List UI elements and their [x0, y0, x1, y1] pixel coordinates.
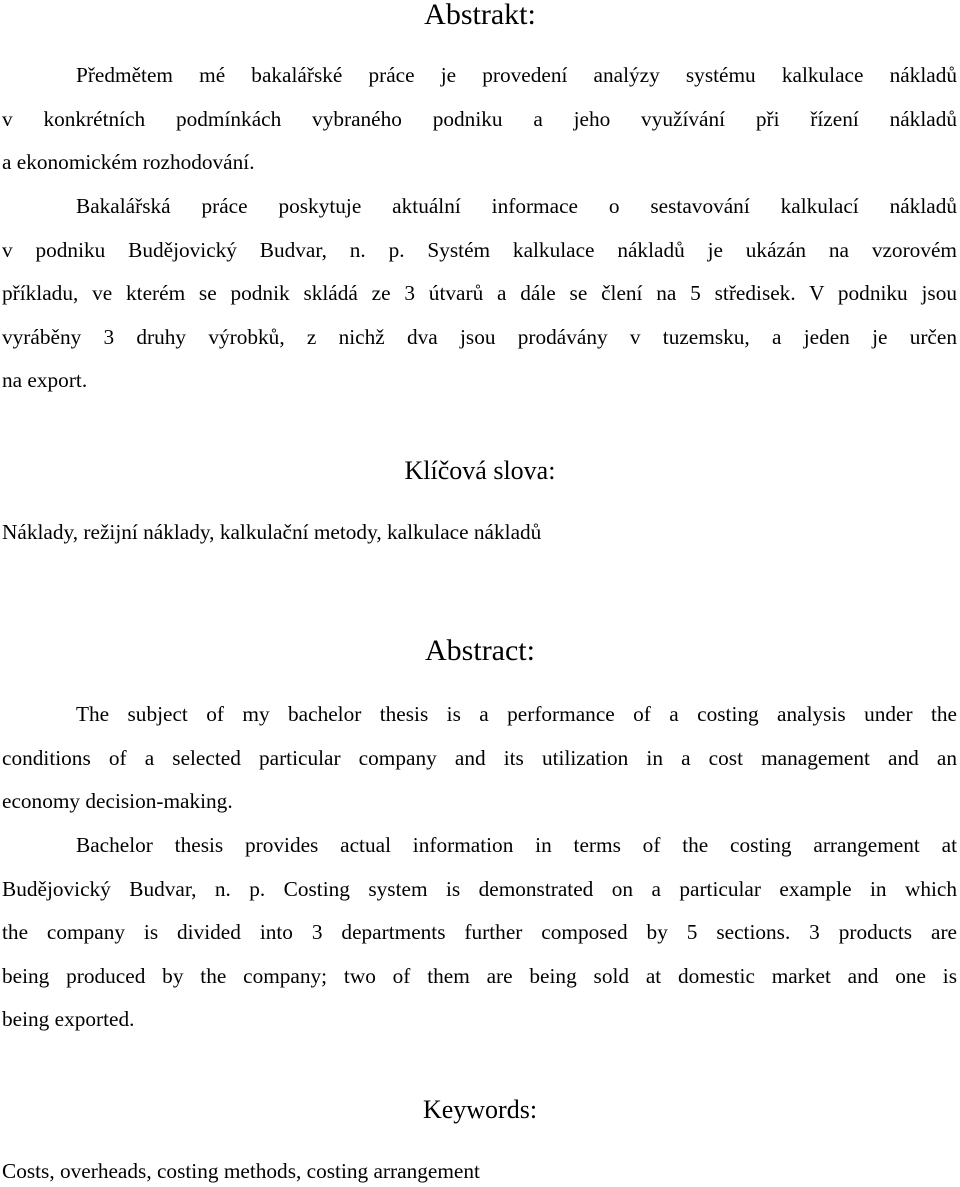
czech-p2-line-3: příkladu, ve kterém se podnik skládá ze 3 útvarů a dále se člení na 5 středisek. V podniku jsou: [2, 281, 957, 306]
czech-abstract-paragraph-1: [2, 54, 957, 185]
czech-abstract-paragraph-2: [2, 185, 957, 403]
english-p2-line-3: the company is divided into 3 departments further composed by 5 sections. 3 products are: [2, 920, 957, 945]
english-abstract-paragraph-2: [2, 824, 957, 1042]
czech-p2-line-1: Bakalářská práce poskytuje aktuální informace o sestavování kalkulací nákladů: [76, 194, 957, 218]
english-abstract-heading: Abstract:: [425, 634, 535, 667]
czech-abstract-heading: Abstrakt:: [424, 0, 536, 31]
english-abstract-paragraph-1: [2, 693, 957, 824]
english-p1-line-2: conditions of a selected particular company and its utilization in a cost management and an: [2, 745, 957, 770]
english-keywords-list: Costs, overheads, costing methods, costing arrangement: [2, 1159, 480, 1183]
english-keywords-heading: Keywords:: [422, 1095, 538, 1124]
czech-keywords-heading: Klíčová slova:: [404, 456, 556, 485]
czech-p2-line-4: vyráběny 3 druhy výrobků, z nichž dva jsou prodávány v tuzemsku, a jeden je určen: [2, 324, 957, 349]
english-p1-line-1: The subject of my bachelor thesis is a performance of a costing analysis under the: [76, 702, 957, 726]
english-p2-line-2: Budějovický Budvar, n. p. Costing system is demonstrated on a particular example in which: [2, 876, 957, 901]
czech-p1-line-3: a ekonomickém rozhodování.: [2, 150, 255, 175]
english-p1-line-3: economy decision-making.: [2, 789, 233, 814]
english-p2-line-4: being produced by the company; two of them are being sold at domestic market and one is: [2, 963, 957, 988]
czech-p2-line-2: v podniku Budějovický Budvar, n. p. Systém kalkulace nákladů je ukázán na vzorovém: [2, 237, 957, 262]
czech-keywords-list: Náklady, režijní náklady, kalkulační metody, kalkulace nákladů: [2, 520, 542, 544]
czech-p1-line-1: Předmětem mé bakalářské práce je provedení analýzy systému kalkulace nákladů: [76, 63, 957, 87]
czech-p1-line-2: v konkrétních podmínkách vybraného podniku a jeho využívání při řízení nákladů: [2, 106, 957, 131]
english-p2-line-5: being exported.: [2, 1007, 135, 1032]
english-p2-line-1: Bachelor thesis provides actual information in terms of the costing arrangement at: [76, 833, 957, 857]
czech-p2-line-5: na export.: [2, 368, 88, 393]
